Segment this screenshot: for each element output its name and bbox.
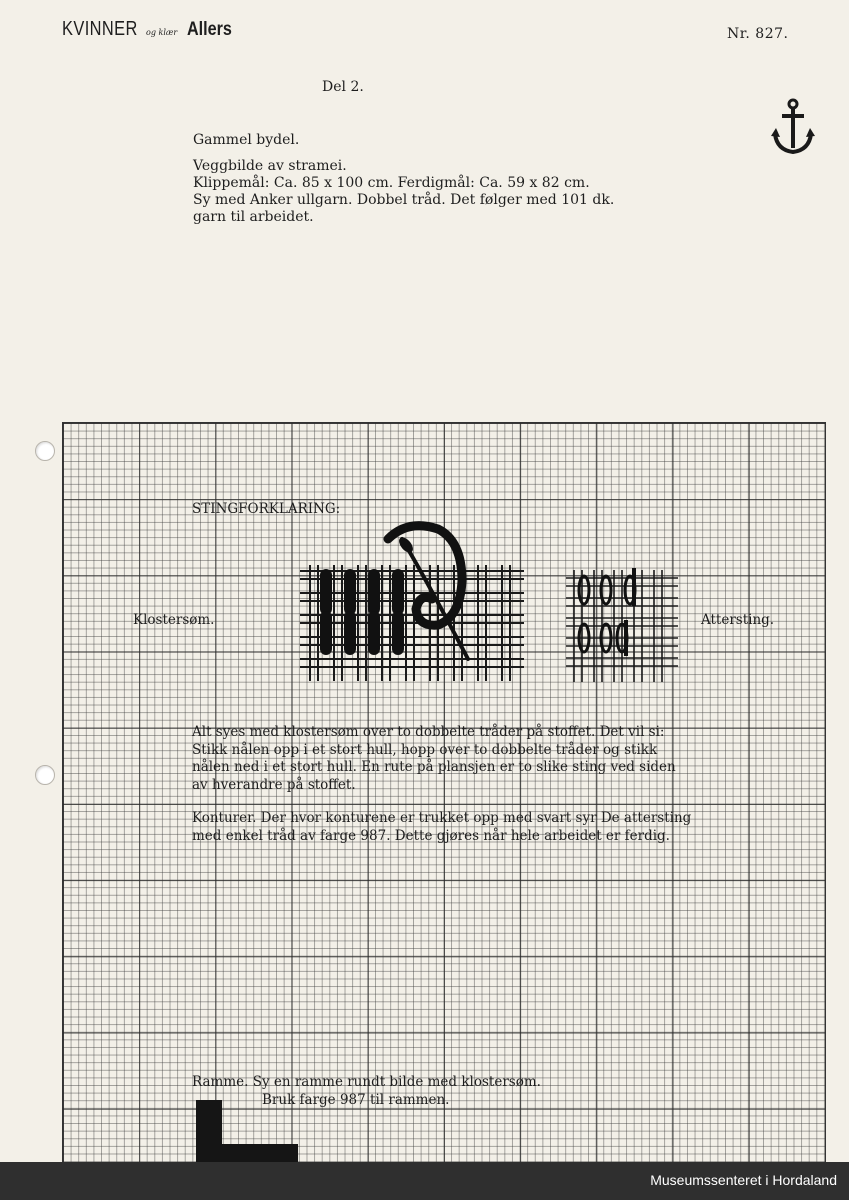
frame-line: Ramme. Sy en ramme rundt bilde med klostersøm. xyxy=(192,1074,541,1090)
punch-hole xyxy=(35,441,55,461)
attersting-label: Attersting. xyxy=(701,612,775,628)
intro-title: Gammel bydel. xyxy=(193,132,300,148)
anchor-icon xyxy=(771,98,815,158)
intro-line: Klippemål: Ca. 85 x 100 cm. Ferdigmål: Ca. 59 x 82 cm. xyxy=(193,175,590,191)
brand-kvinner: KVINNER xyxy=(62,18,138,40)
brand-logo xyxy=(62,18,240,41)
instruction-line: av hverandre på stoffet. xyxy=(192,776,356,793)
instruction-line: nålen ned i et stort hull. En rute på plansjen er to slike sting ved siden xyxy=(192,759,676,775)
intro-line: garn til arbeidet. xyxy=(193,209,314,225)
instruction-line: Konturer. Der hvor konturene er trukket opp med svart syr De attersting xyxy=(192,810,692,826)
intro-line: Veggbilde av stramei. xyxy=(193,158,347,174)
punch-hole xyxy=(35,765,55,785)
klostersom-stitch-diagram xyxy=(296,519,528,684)
instruction-line: Stikk nålen opp i et stort hull, hopp over to dobbelte tråder og stikk xyxy=(192,741,658,758)
brand-allers: Allers xyxy=(187,19,233,40)
frame-corner-pattern xyxy=(196,1100,298,1162)
intro-text xyxy=(193,132,614,226)
intro-line: Sy med Anker ullgarn. Dobbel tråd. Det følger med 101 dk. xyxy=(193,192,615,208)
issue-number: Nr. 827. xyxy=(727,26,789,42)
attersting-stitch-diagram xyxy=(564,566,680,684)
stitch-legend-heading: STINGFORKLARING: xyxy=(192,501,341,517)
footer-bar xyxy=(0,1162,849,1200)
instructions-paragraph-2 xyxy=(192,810,691,845)
part-label: Del 2. xyxy=(322,79,364,95)
brand-og: og klær xyxy=(146,28,178,37)
instruction-line: med enkel tråd av farge 987. Dette gjøres når hele arbeidet er ferdig. xyxy=(192,827,670,844)
instruction-line: Alt syes med klostersøm over to dobbelte tråder på stoffet. Det vil si: xyxy=(192,724,665,740)
instructions-paragraph-1 xyxy=(192,724,676,794)
klostersom-label: Klostersøm. xyxy=(133,612,215,628)
footer-credit: Museumssenteret i Hordaland xyxy=(650,1172,837,1188)
frame-line: Bruk farge 987 til rammen. xyxy=(262,1091,450,1108)
